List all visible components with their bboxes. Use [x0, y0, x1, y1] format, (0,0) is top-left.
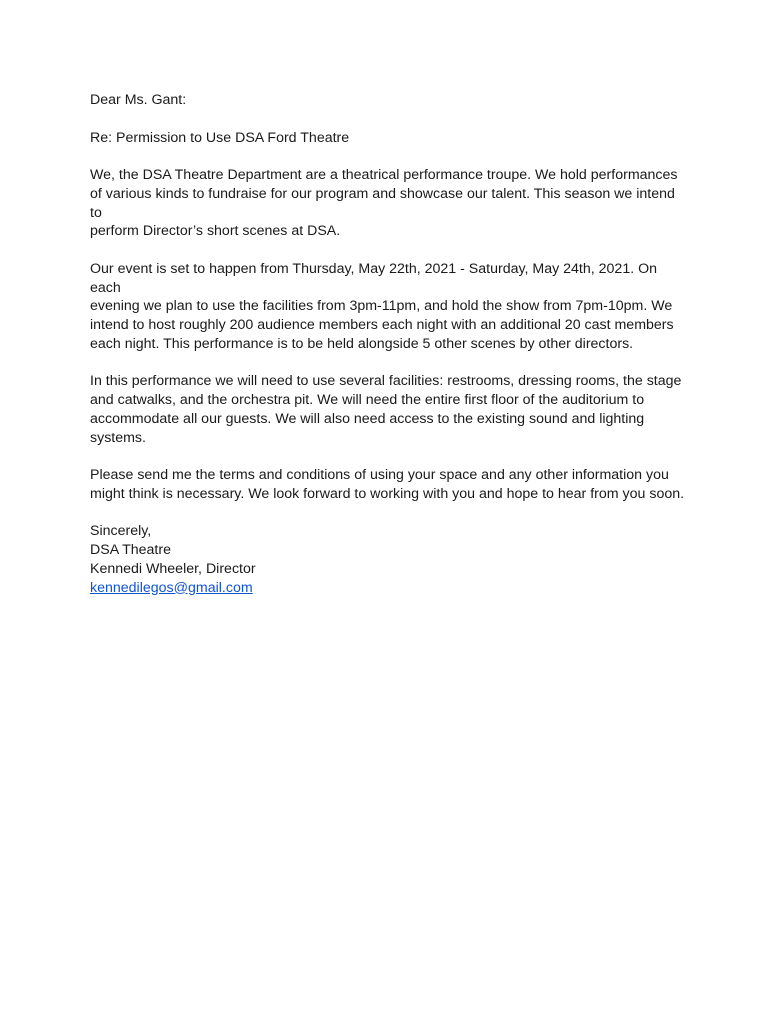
spacer: [90, 354, 690, 373]
paragraph-facilities: [90, 372, 690, 447]
paragraph-line: Our event is set to happen from Thursday, May 22th, 2021 - Saturday, May 24th, 2021. On each: [90, 260, 658, 296]
paragraph-line: each night. This performance is to be held alongside 5 other scenes by other directors.: [90, 335, 634, 352]
spacer: [90, 110, 690, 129]
letter-body: [90, 91, 690, 597]
paragraph-line: In this performance we will need to use several facilities: restrooms, dressing rooms, the stage: [90, 373, 682, 390]
paragraph-line: of various kinds to fundraise for our program and showcase our talent. This season we intend to: [90, 185, 675, 221]
paragraph-line: and catwalks, and the orchestra pit. We will need the entire first floor of the auditorium to: [90, 392, 645, 408]
spacer: [90, 504, 690, 523]
paragraph-line: perform Director’s short scenes at DSA.: [90, 223, 341, 240]
signature-block: [90, 522, 690, 597]
spacer: [90, 447, 690, 466]
valediction: Sincerely,: [90, 523, 152, 540]
paragraph-line: intend to host roughly 200 audience members each night with an additional 20 cast members: [90, 317, 674, 333]
spacer: [90, 147, 690, 166]
paragraph-event-details: [90, 260, 690, 354]
paragraph-intro: [90, 166, 690, 241]
paragraph-line: accommodate all our guests. We will also need access to the existing sound and lighting: [90, 410, 645, 427]
paragraph-line: Please send me the terms and conditions of using your space and any other information you: [90, 467, 669, 483]
paragraph-line: systems.: [90, 429, 146, 446]
organization-name: DSA Theatre: [90, 542, 171, 558]
signer-name: Kennedi Wheeler, Director: [90, 560, 256, 577]
paragraph-line: might think is necessary. We look forward to working with you and hope to hear from you soon.: [90, 485, 685, 502]
subject-line: Re: Permission to Use DSA Ford Theatre: [90, 129, 350, 146]
salutation: Dear Ms. Gant:: [90, 92, 187, 108]
paragraph-line: We, the DSA Theatre Department are a theatrical performance troupe. We hold performances: [90, 167, 678, 183]
paragraph-request: [90, 466, 690, 504]
paragraph-line: evening we plan to use the facilities from 3pm-11pm, and hold the show from 7pm-10pm. We: [90, 298, 673, 315]
email-link[interactable]: kennedilegos@gmail.com: [90, 579, 253, 596]
spacer: [90, 241, 690, 260]
